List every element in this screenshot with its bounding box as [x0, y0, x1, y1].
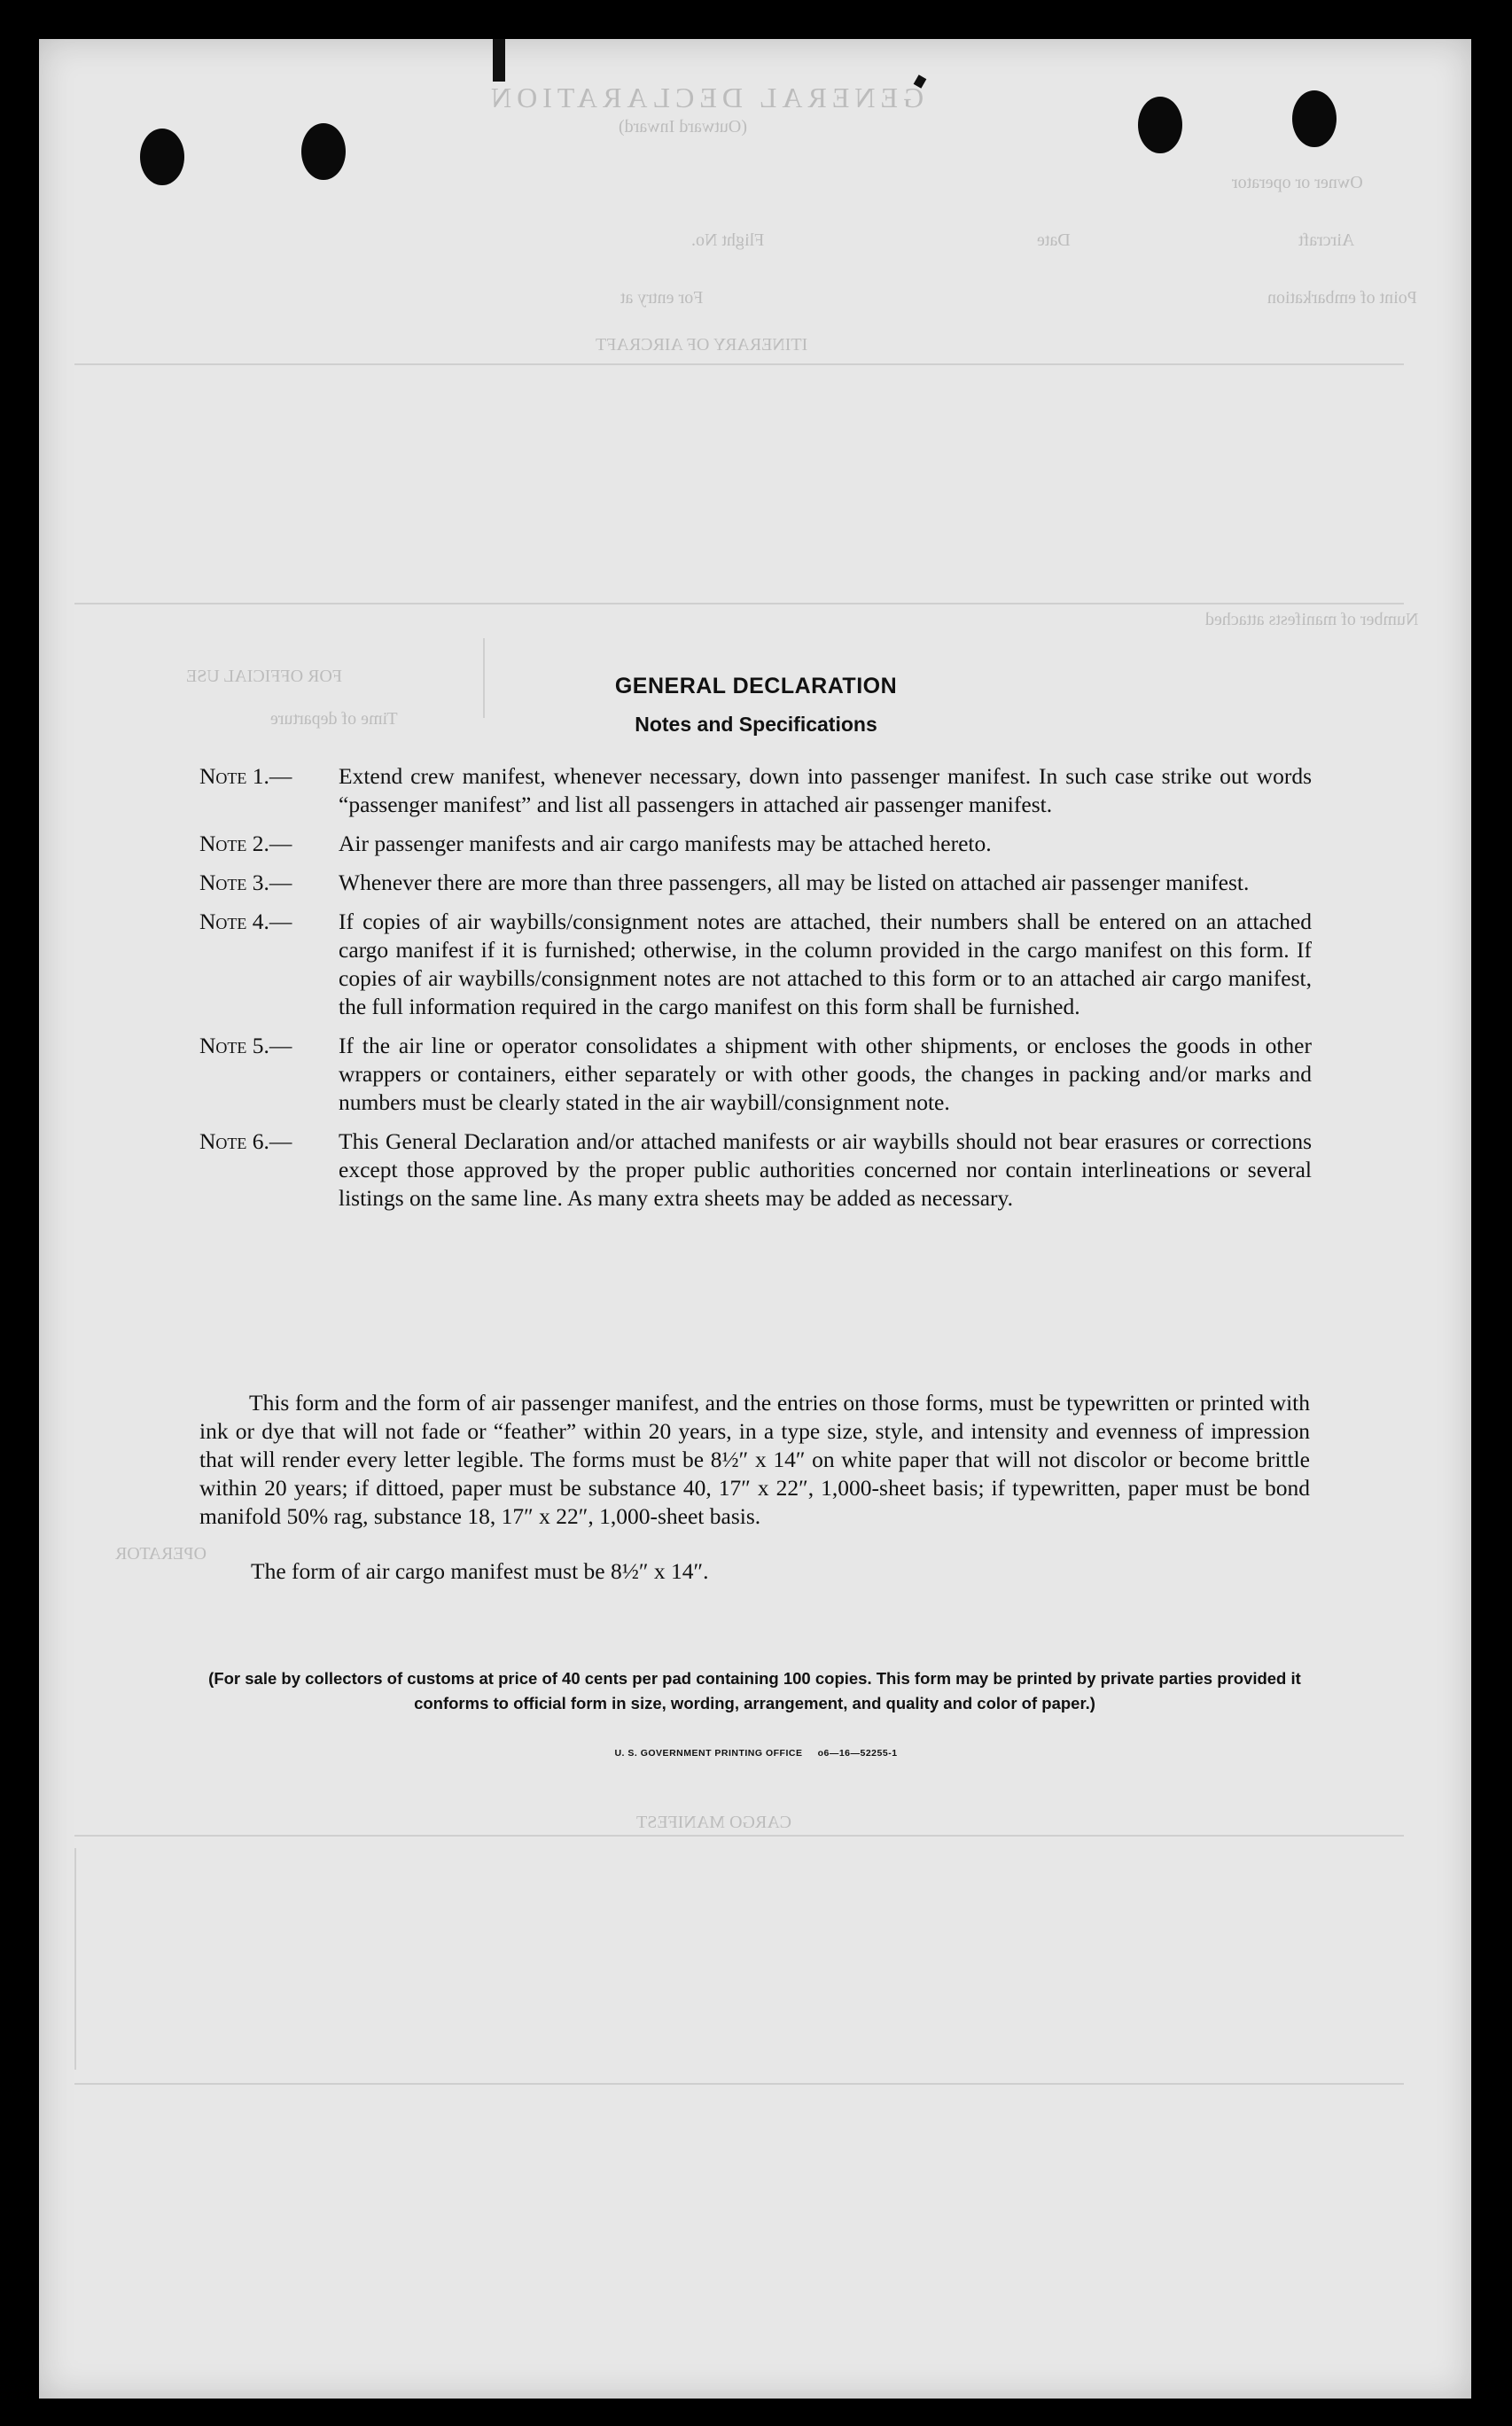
note-label: Note 4. [199, 909, 269, 934]
punch-hole [1138, 97, 1182, 153]
bleed-through-flight: Flight No. [691, 230, 765, 250]
bleed-through-rule [74, 603, 1404, 605]
cargo-form-line: The form of air cargo manifest must be 8½″ x 14″. [251, 1558, 709, 1584]
bleed-through-departure: Time of departure [270, 709, 398, 729]
note-label: Note 5. [199, 1033, 269, 1058]
note-text: Whenever there are more than three passengers, all may be listed on attached air passenger manifest. [339, 870, 1250, 895]
document-title: GENERAL DECLARATION [614, 674, 898, 698]
bleed-through-rule [74, 2083, 1404, 2085]
printer-line: U. S. GOVERNMENT PRINTING OFFICE o6—16—52255-1 [614, 1748, 898, 1759]
bleed-through-aircraft: Aircraft [1298, 230, 1355, 250]
bleed-through-itinerary: ITINERARY OF AIRCRAFT [596, 335, 808, 355]
note-label: Note 6. [199, 1128, 269, 1154]
note-item: Note 4.— If copies of air waybills/consignment notes are attached, their numbers shall be entered on an attached cargo manifest if it is furnished; otherwise, in the column provided in the cargo manifest on this form. If copies of air waybills/consignment notes are not attached to this form or to an attached air cargo manifest, the full information required in the cargo manifest on this form shall be furnished. [199, 909, 1312, 1019]
bleed-through-rule [74, 363, 1404, 365]
bleed-through-rule [74, 1835, 1404, 1837]
note-text: If copies of air waybills/consignment notes are attached, their numbers shall be entered on an attached cargo manifest if it is furnished; otherwise, in the column provided in the cargo manifest on this form. If copies of air waybills/consignment notes are not attached to this form or to an attached air cargo manifest, the full information required in the cargo manifest on this form shall be furnished. [339, 909, 1312, 1019]
bleed-through-owner: Owner or operator [1232, 173, 1363, 192]
note-text: This General Declaration and/or attached manifests or air waybills should not bear erasures or corrections except those approved by the proper public authorities concerned nor contain interlineations or several listings on the same line. As many extra sheets may be added as necessary. [339, 1128, 1312, 1211]
specification-paragraph: This form and the form of air passenger manifest, and the entries on those forms, must be typewritten or printed with ink or dye that will not fade or “feather” within 20 years, in a type size, style, and intensity and evenness of impression that will render every letter legible. The forms must be 8½″ x 14″ on white paper that will not discolor or become brittle within 20 years; if dittoed, paper must be substance 40, 17″ x 22″, 1,000-sheet basis; if typewritten, paper must be bond manifold 50% rag, substance 18, 17″ x 22″, 1,000-sheet basis. [199, 1390, 1310, 1529]
note-label: Note 1. [199, 763, 269, 789]
bleed-through-manifests: Number of manifests attached [1205, 610, 1419, 629]
punch-hole [1292, 90, 1337, 147]
bleed-through-header: GENERAL DECLARATION [486, 82, 924, 113]
note-text: Extend crew manifest, whenever necessary, down into passenger manifest. In such case strike out words “passenger manifest” and list all passengers in attached air passenger manifest. [339, 763, 1312, 817]
bleed-through-official: FOR OFFICIAL USE [186, 667, 342, 686]
ink-smudge [493, 39, 505, 82]
note-item: Note 2.— Air passenger manifests and air cargo manifests may be attached hereto. [199, 831, 992, 856]
sale-notice: (For sale by collectors of customs at price of 40 cents per pad containing 100 copies. This form may be printed by private parties provided it conforms to official form in size, wording, arrangement, and quality and color of paper.) [208, 1669, 1301, 1712]
bleed-through-rule [74, 1848, 76, 2070]
note-item: Note 3.— Whenever there are more than three passengers, all may be listed on attached air passenger manifest. [199, 870, 1250, 895]
note-item: Note 1.— Extend crew manifest, whenever necessary, down into passenger manifest. In such case strike out words “passenger manifest” and list all passengers in attached air passenger manifest. [199, 763, 1312, 817]
bleed-through-embarkation: Point of embarkation [1267, 288, 1417, 308]
note-label: Note 2. [199, 831, 269, 856]
note-text: If the air line or operator consolidates a shipment with other shipments, or encloses the goods in other wrappers or containers, either separately or with other goods, the changes in packing and/or marks and numbers must be clearly stated in the air waybill/consignment note. [339, 1033, 1312, 1115]
note-item: Note 5.— If the air line or operator consolidates a shipment with other shipments, or encloses the goods in other wrappers or containers, either separately or with other goods, the changes in packing and/or marks and numbers must be clearly stated in the air waybill/consignment note. [199, 1033, 1312, 1115]
bleed-through-operator: OPERATOR [115, 1544, 207, 1564]
bleed-through-subheader: (Outward Inward) [619, 117, 747, 137]
bleed-through-entry: For entry at [620, 288, 704, 308]
document-subtitle: Notes and Specifications [635, 713, 877, 736]
punch-hole [140, 129, 184, 185]
note-text: Air passenger manifests and air cargo manifests may be attached hereto. [339, 831, 992, 856]
punch-hole [301, 123, 346, 180]
bleed-through-date: Date [1037, 230, 1071, 250]
note-item: Note 6.— This General Declaration and/or attached manifests or air waybills should not bear erasures or corrections except those approved by the proper public authorities concerned nor contain interlineations or several listings on the same line. As many extra sheets may be added as necessary. [199, 1128, 1312, 1211]
notes-list [199, 762, 1312, 1223]
note-label: Note 3. [199, 870, 269, 895]
bleed-through-cargo: CARGO MANIFEST [636, 1813, 792, 1832]
